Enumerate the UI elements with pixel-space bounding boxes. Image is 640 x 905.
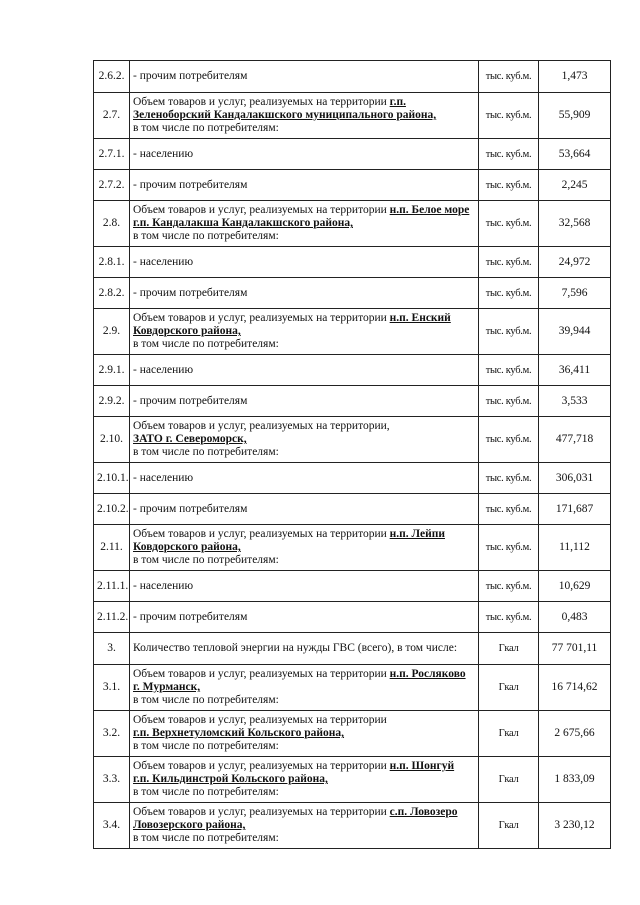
description-text: - прочим потребителям xyxy=(133,286,248,299)
table-row xyxy=(94,803,611,849)
row-number: 2.10. xyxy=(94,417,130,463)
description-text: в том числе по потребителям: xyxy=(133,694,279,706)
row-unit: Гкал xyxy=(479,633,539,665)
description-line xyxy=(133,256,475,269)
row-unit: Гкал xyxy=(479,803,539,849)
row-value: 7,596 xyxy=(539,278,611,309)
row-description xyxy=(130,61,479,93)
description-line xyxy=(133,611,475,624)
row-unit: тыс. куб.м. xyxy=(479,247,539,278)
description-text: - населению xyxy=(133,147,194,160)
description-line xyxy=(133,681,475,694)
description-text: - населению xyxy=(133,579,194,592)
row-number: 2.11. xyxy=(94,525,130,571)
row-unit: тыс. куб.м. xyxy=(479,61,539,93)
table-row xyxy=(94,201,611,247)
description-text: в том числе по потребителям: xyxy=(133,740,279,752)
description-text: - прочим потребителям xyxy=(133,70,248,82)
row-value: 1 833,09 xyxy=(539,757,611,803)
description-text: - прочим потребителям xyxy=(133,502,248,515)
description-line xyxy=(133,832,475,845)
locality-name: Ловозерского района, xyxy=(133,819,246,831)
table-row xyxy=(94,93,611,139)
row-description xyxy=(130,633,479,665)
locality-name: г.п. Кандалакша Кандалакшского района, xyxy=(133,217,353,229)
row-value: 16 714,62 xyxy=(539,665,611,711)
row-description xyxy=(130,309,479,355)
description-line xyxy=(133,312,475,325)
row-number: 2.9.1. xyxy=(94,355,130,386)
row-unit: тыс. куб.м. xyxy=(479,494,539,525)
description-text: Объем товаров и услуг, реализуемых на территории, xyxy=(133,420,390,432)
row-description xyxy=(130,93,479,139)
row-value: 2,245 xyxy=(539,170,611,201)
description-text: Объем товаров и услуг, реализуемых на территории xyxy=(133,714,387,726)
row-number: 3.2. xyxy=(94,711,130,757)
table-row xyxy=(94,247,611,278)
row-number: 3.3. xyxy=(94,757,130,803)
row-description xyxy=(130,139,479,170)
row-number: 2.6.2. xyxy=(94,61,130,93)
row-value: 39,944 xyxy=(539,309,611,355)
row-value: 55,909 xyxy=(539,93,611,139)
table-row xyxy=(94,665,611,711)
description-line xyxy=(133,528,475,541)
description-line xyxy=(133,433,475,446)
row-number: 2.7.2. xyxy=(94,170,130,201)
description-line xyxy=(133,760,475,773)
description-line xyxy=(133,230,475,243)
row-unit: тыс. куб.м. xyxy=(479,93,539,139)
description-line xyxy=(133,287,475,300)
row-number: 2.8.1. xyxy=(94,247,130,278)
table-row xyxy=(94,309,611,355)
locality-name: н.п. Шонгуй xyxy=(389,760,455,772)
row-unit: тыс. куб.м. xyxy=(479,309,539,355)
row-description xyxy=(130,417,479,463)
row-value: 0,483 xyxy=(539,602,611,633)
row-description xyxy=(130,602,479,633)
row-description xyxy=(130,665,479,711)
description-text: - прочим потребителям xyxy=(133,178,248,191)
locality-name: Ковдорского района, xyxy=(133,325,241,337)
description-line xyxy=(133,694,475,707)
row-description xyxy=(130,170,479,201)
row-description xyxy=(130,247,479,278)
row-unit: тыс. куб.м. xyxy=(479,571,539,602)
row-unit: тыс. куб.м. xyxy=(479,139,539,170)
row-number: 2.8. xyxy=(94,201,130,247)
row-value: 1,473 xyxy=(539,61,611,93)
row-value: 306,031 xyxy=(539,463,611,494)
description-line xyxy=(133,580,475,593)
table-row xyxy=(94,61,611,93)
description-line xyxy=(133,786,475,799)
description-line xyxy=(133,727,475,740)
locality-name: ЗАТО г. Североморск, xyxy=(133,433,247,445)
row-number: 3.1. xyxy=(94,665,130,711)
row-unit: Гкал xyxy=(479,757,539,803)
description-text: Объем товаров и услуг, реализуемых на территории xyxy=(133,760,390,772)
description-text: Объем товаров и услуг, реализуемых на территории xyxy=(133,312,390,324)
row-description xyxy=(130,711,479,757)
row-number: 2.7.1. xyxy=(94,139,130,170)
table-row xyxy=(94,633,611,665)
consumption-table xyxy=(93,60,611,849)
description-text: Объем товаров и услуг, реализуемых на территории xyxy=(133,806,390,818)
description-line xyxy=(133,554,475,567)
description-text: Объем товаров и услуг, реализуемых на территории xyxy=(133,204,390,216)
description-line xyxy=(133,806,475,819)
row-number: 2.8.2. xyxy=(94,278,130,309)
description-line xyxy=(133,420,475,433)
table-row xyxy=(94,757,611,803)
table-row xyxy=(94,278,611,309)
description-line xyxy=(133,109,475,122)
table-row xyxy=(94,170,611,201)
description-line xyxy=(133,472,475,485)
table-row xyxy=(94,417,611,463)
row-value: 77 701,11 xyxy=(539,633,611,665)
table-row xyxy=(94,525,611,571)
table-row xyxy=(94,602,611,633)
row-description xyxy=(130,463,479,494)
table-body xyxy=(94,61,611,849)
description-line xyxy=(133,122,475,135)
description-text: Объем товаров и услуг, реализуемых на территории xyxy=(133,668,390,680)
description-text: - населению xyxy=(133,363,194,376)
table-row xyxy=(94,386,611,417)
row-unit: тыс. куб.м. xyxy=(479,525,539,571)
description-line xyxy=(133,773,475,786)
row-unit: тыс. куб.м. xyxy=(479,463,539,494)
row-value: 171,687 xyxy=(539,494,611,525)
table-row xyxy=(94,139,611,170)
row-description xyxy=(130,494,479,525)
row-value: 3 230,12 xyxy=(539,803,611,849)
description-text: - населению xyxy=(133,255,194,268)
row-number: 2.9.2. xyxy=(94,386,130,417)
locality-name: н.п. Енский xyxy=(389,312,451,324)
row-unit: Гкал xyxy=(479,665,539,711)
row-value: 2 675,66 xyxy=(539,711,611,757)
table-row xyxy=(94,711,611,757)
description-text: Количество тепловой энергии на нужды ГВС (всего), в том числе: xyxy=(133,642,458,654)
table-row xyxy=(94,355,611,386)
description-line xyxy=(133,96,475,109)
description-line xyxy=(133,364,475,377)
description-text: в том числе по потребителям: xyxy=(133,338,279,350)
row-unit: тыс. куб.м. xyxy=(479,386,539,417)
row-unit: тыс. куб.м. xyxy=(479,355,539,386)
description-line xyxy=(133,217,475,230)
row-number: 2.11.1. xyxy=(94,571,130,602)
description-line xyxy=(133,668,475,681)
row-value: 36,411 xyxy=(539,355,611,386)
row-value: 10,629 xyxy=(539,571,611,602)
locality-name: г.п. xyxy=(389,96,406,108)
row-description xyxy=(130,201,479,247)
description-text: в том числе по потребителям: xyxy=(133,446,279,458)
row-description xyxy=(130,355,479,386)
row-unit: Гкал xyxy=(479,711,539,757)
description-line xyxy=(133,714,475,727)
row-value: 11,112 xyxy=(539,525,611,571)
description-line xyxy=(133,179,475,192)
row-description xyxy=(130,803,479,849)
description-line xyxy=(133,148,475,161)
row-description xyxy=(130,386,479,417)
table-row xyxy=(94,463,611,494)
description-text: - прочим потребителям xyxy=(133,394,248,407)
row-number: 2.10.1. xyxy=(94,463,130,494)
description-line xyxy=(133,70,475,83)
table-row xyxy=(94,494,611,525)
description-text: в том числе по потребителям: xyxy=(133,122,279,134)
row-value: 477,718 xyxy=(539,417,611,463)
locality-name: г.п. Кильдинстрой Кольского района, xyxy=(133,773,328,785)
row-number: 3. xyxy=(94,633,130,665)
row-number: 2.10.2. xyxy=(94,494,130,525)
description-line xyxy=(133,395,475,408)
row-unit: тыс. куб.м. xyxy=(479,602,539,633)
locality-name: с.п. Ловозеро xyxy=(389,806,458,818)
locality-name: н.п. Лейпи xyxy=(389,528,445,540)
locality-name: н.п. Росляково xyxy=(389,668,466,680)
description-text: в том числе по потребителям: xyxy=(133,786,279,798)
row-value: 3,533 xyxy=(539,386,611,417)
description-line xyxy=(133,819,475,832)
row-number: 2.7. xyxy=(94,93,130,139)
row-description xyxy=(130,525,479,571)
row-number: 2.11.2. xyxy=(94,602,130,633)
description-line xyxy=(133,338,475,351)
description-text: - прочим потребителям xyxy=(133,610,248,623)
row-number: 3.4. xyxy=(94,803,130,849)
description-text: Объем товаров и услуг, реализуемых на территории xyxy=(133,96,390,108)
row-unit: тыс. куб.м. xyxy=(479,278,539,309)
row-value: 24,972 xyxy=(539,247,611,278)
description-text: в том числе по потребителям: xyxy=(133,230,279,242)
description-text: в том числе по потребителям: xyxy=(133,832,279,844)
locality-name: Ковдорского района, xyxy=(133,541,241,553)
description-text: Объем товаров и услуг, реализуемых на территории xyxy=(133,528,390,540)
description-text: в том числе по потребителям: xyxy=(133,554,279,566)
description-text: - населению xyxy=(133,471,194,484)
description-line xyxy=(133,503,475,516)
row-unit: тыс. куб.м. xyxy=(479,170,539,201)
description-line xyxy=(133,204,475,217)
row-description xyxy=(130,278,479,309)
row-unit: тыс. куб.м. xyxy=(479,201,539,247)
description-line xyxy=(133,446,475,459)
description-line xyxy=(133,325,475,338)
row-number: 2.9. xyxy=(94,309,130,355)
row-description xyxy=(130,757,479,803)
description-line xyxy=(133,642,475,655)
locality-name: Зеленоборский Кандалакшского муниципального района, xyxy=(133,109,437,121)
locality-name: н.п. Белое море xyxy=(389,204,470,216)
row-unit: тыс. куб.м. xyxy=(479,417,539,463)
description-line xyxy=(133,740,475,753)
locality-name: г. Мурманск, xyxy=(133,681,201,693)
locality-name: г.п. Верхнетуломский Кольского района, xyxy=(133,727,345,739)
row-value: 53,664 xyxy=(539,139,611,170)
table-row xyxy=(94,571,611,602)
description-line xyxy=(133,541,475,554)
row-description xyxy=(130,571,479,602)
row-value: 32,568 xyxy=(539,201,611,247)
